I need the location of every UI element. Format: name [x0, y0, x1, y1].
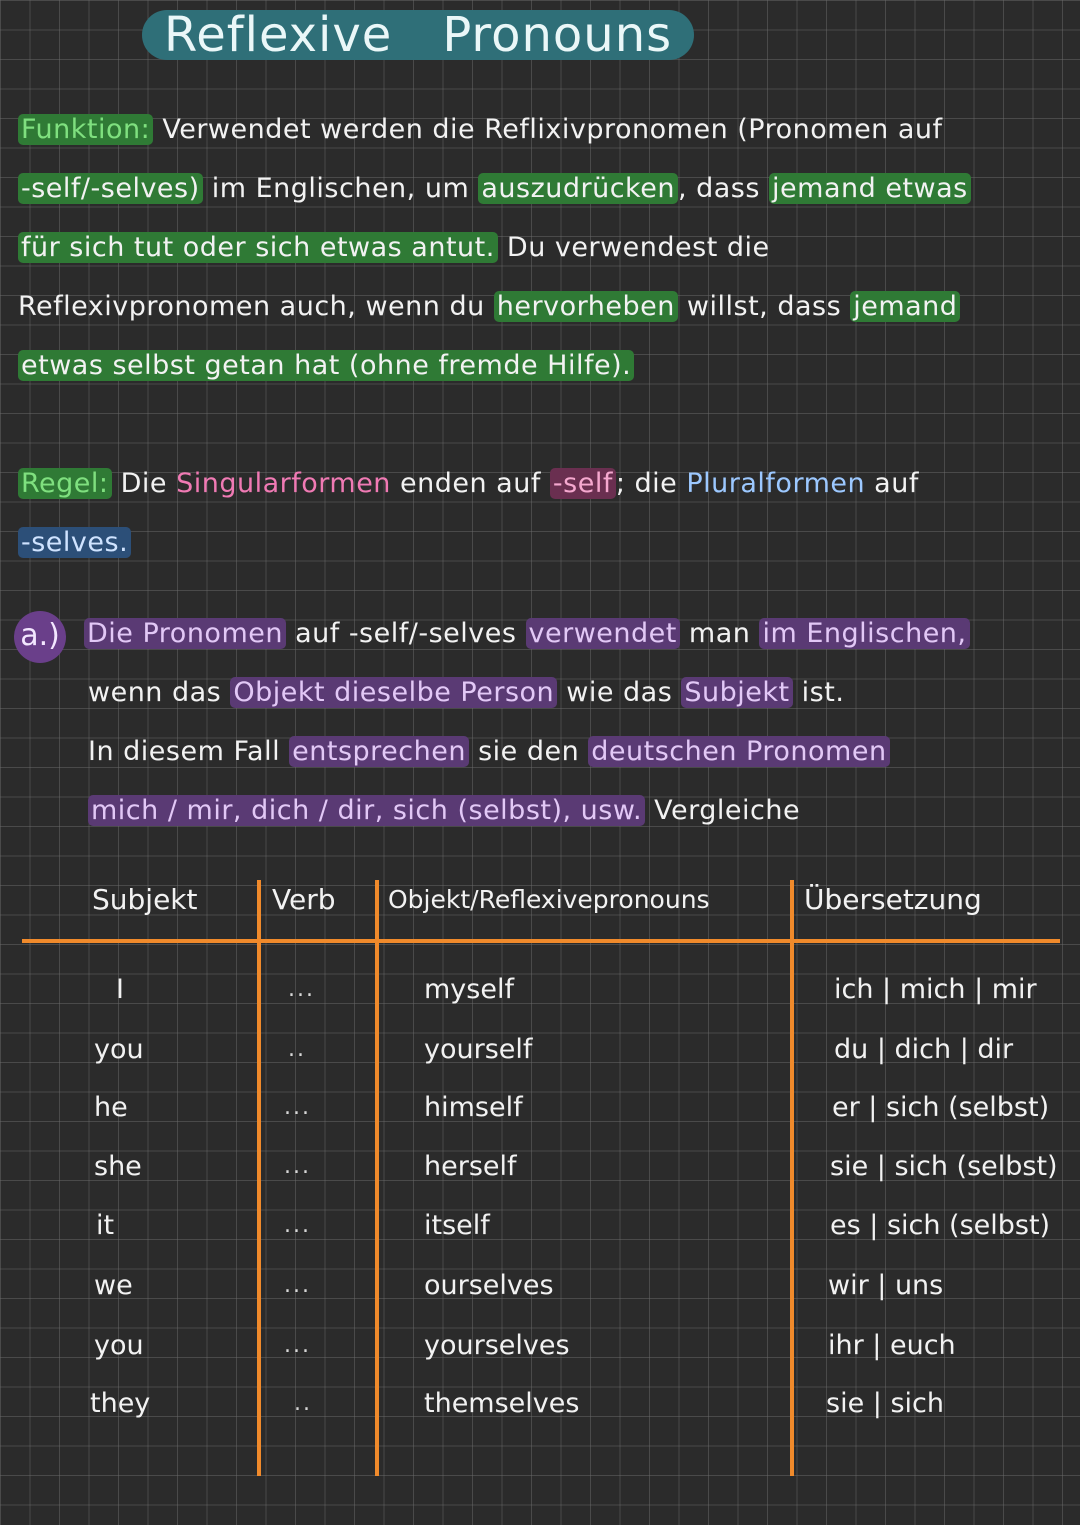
title-word-1: Reflexive	[164, 7, 393, 63]
row-6-verb: ...	[284, 1273, 311, 1298]
funktion-text-1: Verwendet werden die Reflixivpronomen (Pronomen auf	[162, 114, 943, 145]
funktion-self-selves: -self/-selves)	[18, 173, 203, 204]
row-6-pronoun: ourselves	[424, 1270, 554, 1301]
funktion-jemand-etwas: jemand etwas	[769, 173, 971, 204]
page-title	[142, 7, 694, 63]
table-header-uebersetzung: Übersetzung	[804, 883, 982, 916]
funktion-text-4: Reflexivpronomen auch, wenn du	[18, 291, 494, 322]
section-a-text-2e: ist.	[792, 677, 845, 708]
funktion-text-2: im Englischen, um	[202, 173, 479, 204]
row-3-subject: he	[94, 1092, 128, 1123]
funktion-hervorheben: hervorheben	[494, 291, 678, 322]
row-1-verb: ...	[288, 977, 315, 1002]
regel-text-d: auf	[865, 468, 919, 499]
funktion-text-4b: willst, dass	[677, 291, 851, 322]
row-8-translation: sie | sich	[826, 1388, 944, 1419]
row-6-subject: we	[94, 1270, 133, 1301]
row-5-verb: ...	[284, 1213, 311, 1238]
regel-plural: Pluralformen	[686, 468, 866, 499]
row-5-subject: it	[96, 1210, 115, 1241]
section-a-text-1d: man	[679, 618, 760, 649]
title-word-2: Pronouns	[442, 7, 673, 63]
funktion-text-3: Du verwendest die	[497, 232, 770, 263]
section-a-line-4	[88, 791, 800, 831]
regel-label: Regel:	[18, 468, 112, 499]
regel-line-1	[18, 464, 919, 504]
row-2-verb: ..	[288, 1037, 306, 1062]
funktion-auszudruecken: auszudrücken	[478, 173, 678, 204]
section-a-text-3c: sie den	[468, 736, 589, 767]
regel-text-a: Die	[111, 468, 177, 499]
section-a-text-3a: In diesem Fall	[88, 736, 290, 767]
row-3-translation: er | sich (selbst)	[832, 1092, 1050, 1123]
table-divider-3	[790, 880, 794, 1476]
funktion-label: Funktion:	[18, 114, 153, 145]
table-divider-1	[257, 880, 261, 1476]
row-1-pronoun: myself	[424, 974, 514, 1005]
row-3-pronoun: himself	[424, 1092, 523, 1123]
section-a-vergleiche: Vergleiche	[645, 795, 801, 826]
funktion-fuer-sich: für sich tut oder sich etwas antut.	[18, 232, 498, 263]
table-header-rule	[22, 939, 1060, 943]
row-2-subject: you	[94, 1034, 144, 1065]
section-a-line-1	[84, 614, 970, 654]
row-1-translation: ich | mich | mir	[834, 974, 1037, 1005]
row-2-translation: du | dich | dir	[834, 1034, 1014, 1065]
funktion-line-4	[18, 287, 960, 327]
section-a-text-1b: auf -self/-selves	[285, 618, 526, 649]
row-7-translation: ihr | euch	[828, 1330, 956, 1361]
funktion-line-1	[18, 110, 943, 150]
section-a-marker: a.)	[14, 611, 66, 663]
regel-singular: Singularformen	[176, 468, 391, 499]
row-8-pronoun: themselves	[424, 1388, 580, 1419]
row-8-subject: they	[90, 1388, 151, 1419]
row-3-verb: ...	[284, 1095, 311, 1120]
row-4-translation: sie | sich (selbst)	[830, 1151, 1058, 1182]
row-4-pronoun: herself	[424, 1151, 517, 1182]
row-7-verb: ...	[284, 1333, 311, 1358]
funktion-line-3	[18, 228, 770, 268]
row-1-subject: I	[116, 974, 124, 1005]
section-a-deutschen-pronomen: deutschen Pronomen	[588, 736, 889, 767]
table-header-objekt: Objekt/Reflexivepronouns	[388, 885, 710, 914]
table-header-subjekt: Subjekt	[92, 883, 198, 916]
row-6-translation: wir | uns	[828, 1270, 944, 1301]
row-7-subject: you	[94, 1330, 144, 1361]
table-header-verb: Verb	[272, 883, 336, 916]
section-a-mich-mir: mich / mir, dich / dir, sich (selbst), usw.	[88, 795, 645, 826]
section-a-subjekt: Subjekt	[681, 677, 792, 708]
section-a-entsprechen: entsprechen	[289, 736, 469, 767]
regel-line-2	[18, 523, 131, 563]
row-4-verb: ...	[284, 1154, 311, 1179]
section-a-objekt: Objekt dieselbe Person	[230, 677, 557, 708]
section-a-im-englischen: im Englischen,	[759, 618, 969, 649]
section-a-die-pronomen: Die Pronomen	[84, 618, 286, 649]
regel-self: -self	[550, 468, 616, 499]
row-8-verb: ..	[294, 1391, 312, 1416]
section-a-line-2	[88, 673, 844, 713]
section-a-text-2a: wenn das	[88, 677, 231, 708]
regel-text-b: enden auf	[390, 468, 550, 499]
funktion-text-2b: , dass	[677, 173, 770, 204]
section-a-line-3	[88, 732, 890, 772]
regel-text-c: ; die	[615, 468, 687, 499]
row-5-pronoun: itself	[424, 1210, 490, 1241]
section-a-text-2c: wie das	[557, 677, 682, 708]
funktion-line-5	[18, 346, 634, 386]
section-a-verwendet: verwendet	[526, 618, 680, 649]
row-7-pronoun: yourselves	[424, 1330, 570, 1361]
funktion-line-2	[18, 169, 971, 209]
regel-selves: -selves.	[18, 527, 131, 558]
funktion-selbst-getan: etwas selbst getan hat (ohne fremde Hilfe).	[18, 350, 634, 381]
table-divider-2	[375, 880, 379, 1476]
funktion-jemand: jemand	[850, 291, 960, 322]
row-2-pronoun: yourself	[424, 1034, 533, 1065]
row-4-subject: she	[94, 1151, 142, 1182]
row-5-translation: es | sich (selbst)	[830, 1210, 1051, 1241]
